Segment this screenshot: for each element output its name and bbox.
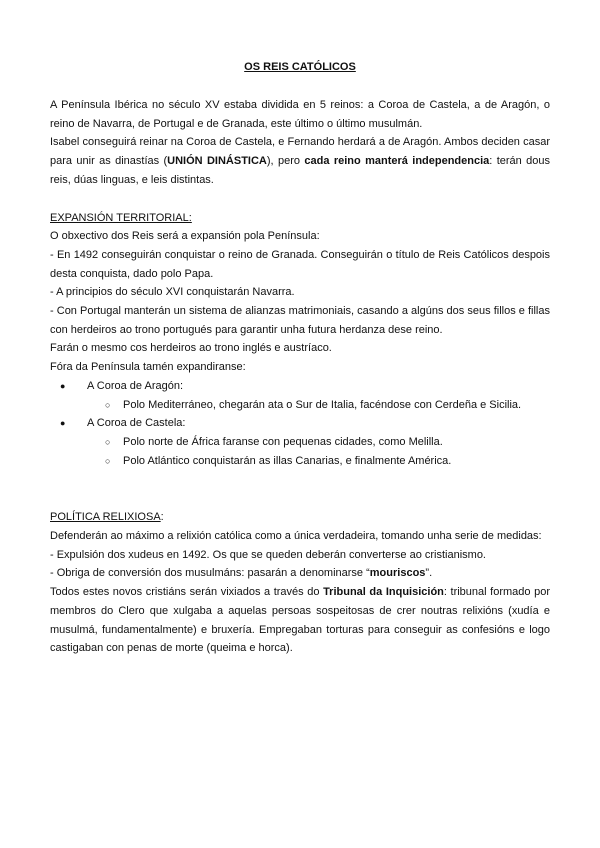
section-heading-religion [50,508,550,527]
list-subitem-label: Polo Mediterráneo, chegarán ata o Sur de Italia, facéndose con Cerdeña e Sicilia. [123,398,522,411]
list-item [50,377,550,396]
list-subitem-label: Polo Atlántico conquistarán as illas Canarias, e finalmente América. [123,454,452,467]
expansion-line-granada: - En 1492 conseguirán conquistar o reino de Granada. Conseguirán o título de Reis Católicos despois desta conquista, dado polo Papa. [50,248,550,280]
list-subitem [50,433,550,452]
bullet-icon: ● [60,380,66,391]
heading-colon: : [160,511,164,524]
list-subitem [50,396,550,415]
list-subitem [50,452,550,471]
religion-paragraph-inquisicion [50,583,550,658]
list-item [50,414,550,433]
text-run: - Obriga de conversión dos musulmáns: pasarán a denominarse “ [50,567,370,580]
text-run: ”. [425,567,433,580]
circle-bullet-icon: ○ [105,455,111,466]
list-item-label: A Coroa de Aragón: [87,379,184,392]
circle-bullet-icon: ○ [105,399,111,410]
list-subitem-label: Polo norte de África faranse con pequenas cidades, como Melilla. [123,435,443,448]
list-item-label: A Coroa de Castela: [87,417,186,430]
religion-line-3 [50,564,550,583]
bold-tribunal: Tribunal da Inquisición [323,586,444,599]
expansion-bullet-list [50,377,550,471]
section-heading-expansion: EXPANSIÓN TERRITORIAL: [50,211,192,224]
text-run: Todos estes novos cristiáns serán vixiados a través do [50,586,324,599]
bold-independencia: cada reino manterá independencia [304,155,490,168]
expansion-line-6: Fóra da Península tamén expandiranse: [50,361,246,374]
intro-paragraph-2 [50,133,550,189]
circle-bullet-icon: ○ [105,436,111,447]
text-run: Isabel conseguirá reinar na Coroa de Castela, e Fernando herdará a de Aragón. Ambos deciden casar para unir as dinastías ( [50,136,550,168]
bold-mouriscos: mouriscos [369,567,426,580]
bold-union-dinastica: UNIÓN DINÁSTICA [167,155,267,168]
bullet-icon: ● [60,418,66,429]
text-run: : tribunal formado por membros do Clero que xulgaba a aquelas persoas sospeitosas de crer noutras relixións (xudía e musulmá, fundamentalmente) e bruxería. Empregaban torturas para conseguir as confesións e logo castigaban con penas de morte (queima e horca). [50,586,550,655]
expansion-line-portugal: - Con Portugal manterán un sistema de alianzas matrimoniais, casando a algúns dos seus fillos e fillas con herdeiros ao trono portugués para garantir unha futura herdanza dese reino. [50,305,550,336]
text-run: : terán dous reis, dúas linguas, e leis distintas. [50,155,551,186]
expansion-line-navarra: - A principios do século XVI conquistarán Navarra. [50,286,295,299]
heading-text: POLÍTICA RELIXIOSA [50,511,161,524]
religion-line-1: Defenderán ao máximo a relixión católica como a única verdadeira, tomando unha serie de medidas: [50,530,542,543]
text-run: ), pero [266,155,305,168]
intro-paragraph-1: A Península Ibérica no século XV estaba dividida en 5 reinos: a Coroa de Castela, a de Aragón, o reino de Navarra, de Portugal e de Granada, este último o último musulmán. [50,99,550,130]
religion-line-2: - Expulsión dos xudeus en 1492. Os que se queden deberán converterse ao cristianismo. [50,548,486,561]
expansion-line-5: Farán o mesmo cos herdeiros ao trono inglés e austríaco. [50,342,332,355]
expansion-line-1: O obxectivo dos Reis será a expansión pola Península: [50,230,320,243]
page-title: OS REIS CATÓLICOS [244,61,356,73]
